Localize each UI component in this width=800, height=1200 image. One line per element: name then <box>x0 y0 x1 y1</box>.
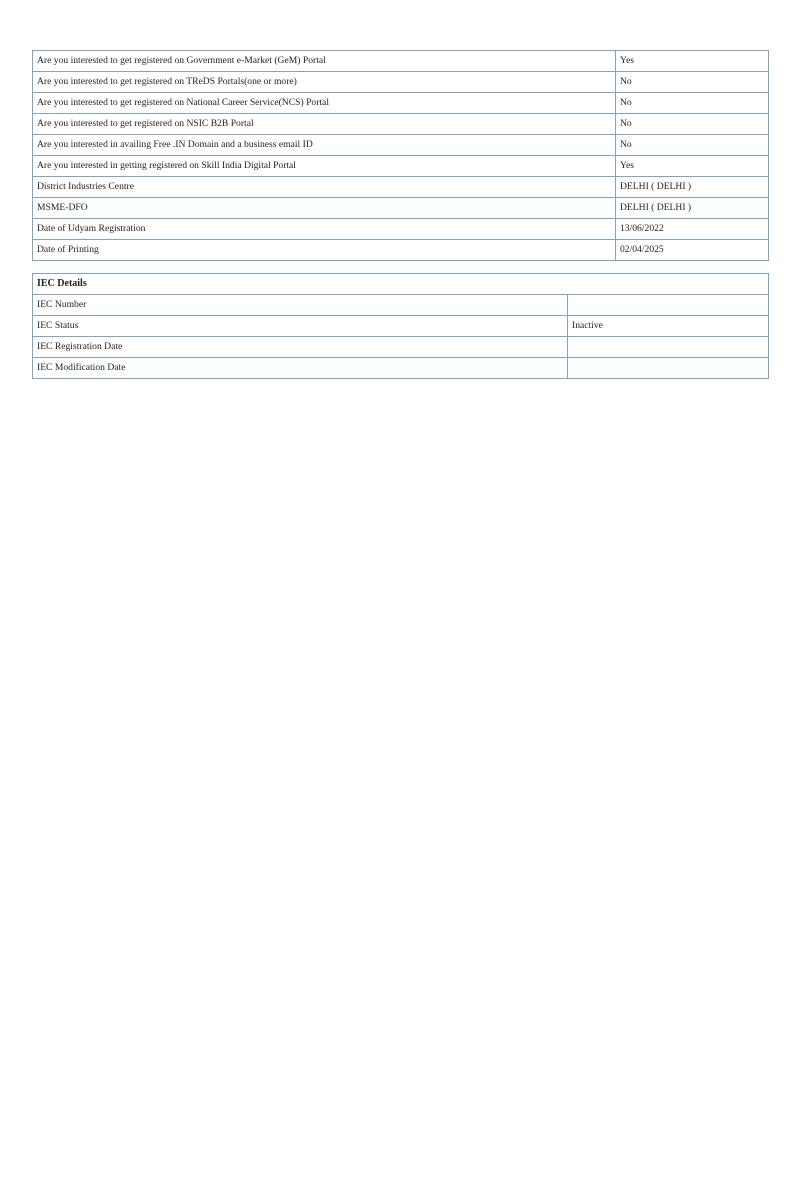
row-value: 13/06/2022 <box>616 219 769 240</box>
row-value: No <box>616 135 769 156</box>
row-value <box>568 358 769 379</box>
table-row <box>33 72 769 93</box>
row-label: IEC Status <box>33 316 568 337</box>
row-label: Are you interested to get registered on National Career Service(NCS) Portal <box>33 93 616 114</box>
table-row <box>33 198 769 219</box>
row-value: DELHI ( DELHI ) <box>616 198 769 219</box>
row-label: Are you interested to get registered on Government e-Market (GeM) Portal <box>33 51 616 72</box>
row-value: Inactive <box>568 316 769 337</box>
row-value: No <box>616 72 769 93</box>
table-row <box>33 177 769 198</box>
row-value: DELHI ( DELHI ) <box>616 177 769 198</box>
row-value: No <box>616 93 769 114</box>
row-label: Are you interested to get registered on NSIC B2B Portal <box>33 114 616 135</box>
table-row <box>33 358 769 379</box>
row-label: District Industries Centre <box>33 177 616 198</box>
row-label: IEC Number <box>33 295 568 316</box>
table-row <box>33 51 769 72</box>
row-label: MSME-DFO <box>33 198 616 219</box>
row-label: Date of Udyam Registration <box>33 219 616 240</box>
registration-info-table <box>32 50 769 261</box>
row-label: Are you interested in availing Free .IN Domain and a business email ID <box>33 135 616 156</box>
row-value: Yes <box>616 51 769 72</box>
table-row <box>33 219 769 240</box>
iec-details-table <box>32 273 769 379</box>
row-value <box>568 295 769 316</box>
row-label: IEC Registration Date <box>33 337 568 358</box>
row-label: Are you interested in getting registered on Skill India Digital Portal <box>33 156 616 177</box>
table-row <box>33 135 769 156</box>
table-row <box>33 295 769 316</box>
iec-header-row <box>33 274 769 295</box>
table-row <box>33 240 769 261</box>
row-label: IEC Modification Date <box>33 358 568 379</box>
document-page <box>32 50 768 379</box>
iec-section-title: IEC Details <box>33 274 769 295</box>
row-label: Date of Printing <box>33 240 616 261</box>
row-value: Yes <box>616 156 769 177</box>
table-row <box>33 337 769 358</box>
table-row <box>33 156 769 177</box>
row-value <box>568 337 769 358</box>
row-value: 02/04/2025 <box>616 240 769 261</box>
table-row <box>33 114 769 135</box>
row-label: Are you interested to get registered on TReDS Portals(one or more) <box>33 72 616 93</box>
table-row <box>33 93 769 114</box>
row-value: No <box>616 114 769 135</box>
table-row <box>33 316 769 337</box>
